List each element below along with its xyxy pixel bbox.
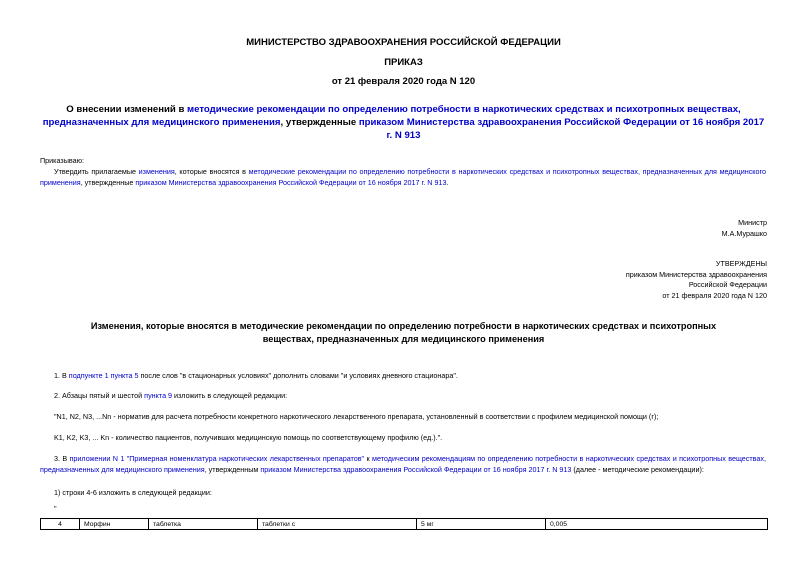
title-text-2: , утвержденные (280, 117, 359, 128)
table-cell-value: 0,005 (546, 519, 768, 530)
approval-line-2: приказом Министерства здравоохранения (625, 269, 767, 279)
item3-link-order-913[interactable]: приказом Министерства здравоохранения Российской Федерации от 16 ноября 2017 г. N 913 (260, 465, 572, 474)
p1-text-d: . (446, 178, 449, 187)
table-cell-number: 4 (41, 519, 80, 530)
approval-line-3: Российской Федерации (688, 280, 767, 289)
changes-heading: Изменения, которые вносятся в методические рекомендации по определению потребности в наркотических средствах и психотропных веществах, предназначенных для медицинского применения (90, 321, 717, 344)
signature-block (722, 218, 767, 239)
approval-line-4: от 21 февраля 2020 года N 120 (662, 290, 767, 300)
sub-item-1: 1) строки 4-6 изложить в следующей редакции: (54, 488, 212, 497)
change-item-2 (54, 390, 766, 401)
p1-link-changes[interactable]: изменения (138, 167, 175, 176)
ministry-heading: МИНИСТЕРСТВО ЗДРАВООХРАНЕНИЯ РОССИЙСКОЙ ФЕДЕРАЦИИ (246, 37, 561, 48)
p1-link-order-913[interactable]: приказом Министерства здравоохранения Российской Федерации от 16 ноября 2017 г. N 913 (135, 178, 447, 187)
item3-text-a: 3. В (54, 454, 70, 463)
p1-text-b: , которые вносятся в (174, 167, 249, 176)
table-cell-form: таблетка (149, 519, 258, 530)
title-link-order-913[interactable]: приказом Министерства здравоохранения Российской Федерации от 16 ноября 2017 г. N 913 (358, 117, 765, 141)
p1-text-c: , утвержденные (80, 178, 136, 187)
table-cell-drug: Морфин (80, 519, 149, 530)
signature-name: М.А.Мурашко (721, 228, 767, 238)
item3-text-d: (далее - методические рекомендации): (571, 465, 704, 474)
p1-link-recommendations[interactable]: методические рекомендации по определению потребности в наркотических средствах и психотропных веществах, предназначенных для медицинского применения (40, 167, 766, 187)
table-row (41, 519, 768, 530)
item3-link-nomenclature[interactable]: "Примерная номенклатура наркотических лекарственных препаратов" (126, 454, 365, 463)
quote-mark: " (54, 504, 57, 513)
item3-text-b: к (364, 454, 372, 463)
formula-line-1: "N1, N2, N3, ...Nn - норматив для расчета потребности конкретного наркотического лекарственного препарата, установленный в соответствии с профилем медицинской помощи (г); (54, 412, 659, 421)
nomenclature-table (40, 518, 768, 530)
title-text-1: О внесении изменений в (66, 104, 188, 115)
change-item-3 (40, 453, 766, 475)
approval-line-1: УТВЕРЖДЕНЫ (715, 259, 767, 268)
p1-text-a: Утвердить прилагаемые (54, 167, 139, 176)
document-title (40, 103, 767, 142)
table-cell-dose: 5 мг (417, 519, 546, 530)
item3-link-recommendations[interactable]: методическим рекомендациям по определению потребности в наркотических средствах и психотропных веществах, предназначенных для медицинского применения (40, 454, 766, 474)
item2-link[interactable]: пункта 9 (144, 391, 173, 400)
order-paragraph (40, 166, 766, 188)
document-date-number: от 21 февраля 2020 года N 120 (331, 76, 476, 87)
signature-position: Министр (738, 218, 767, 227)
item1-link[interactable]: подпункте 1 пункта 5 (68, 371, 139, 380)
approval-block (626, 259, 767, 301)
item2-text-a: 2. Абзацы пятый и шестой (54, 391, 145, 400)
table-cell-description: таблетки с (258, 519, 417, 530)
item1-text-a: 1. В (54, 371, 69, 380)
order-word: Приказываю: (40, 156, 84, 165)
document-type: ПРИКАЗ (384, 57, 423, 68)
title-link-recommendations[interactable]: методические рекомендации по определению потребности в наркотических средствах и психотропных веществах, предназначенных для медицинского применения (42, 104, 741, 128)
item2-text-b: изложить в следующей редакции: (172, 391, 288, 400)
formula-line-2: K1, K2, K3, ... Kn - количество пациентов, получивших медицинскую помощь по соответствующему профилю (ед.).". (54, 433, 443, 442)
item1-text-b: после слов "в стационарных условиях" дополнить словами "и условиях дневного стационара". (138, 371, 458, 380)
change-item-1 (54, 370, 766, 381)
item3-link-appendix[interactable]: приложении N 1 (69, 454, 125, 463)
item3-text-c: , утвержденным (204, 465, 261, 474)
